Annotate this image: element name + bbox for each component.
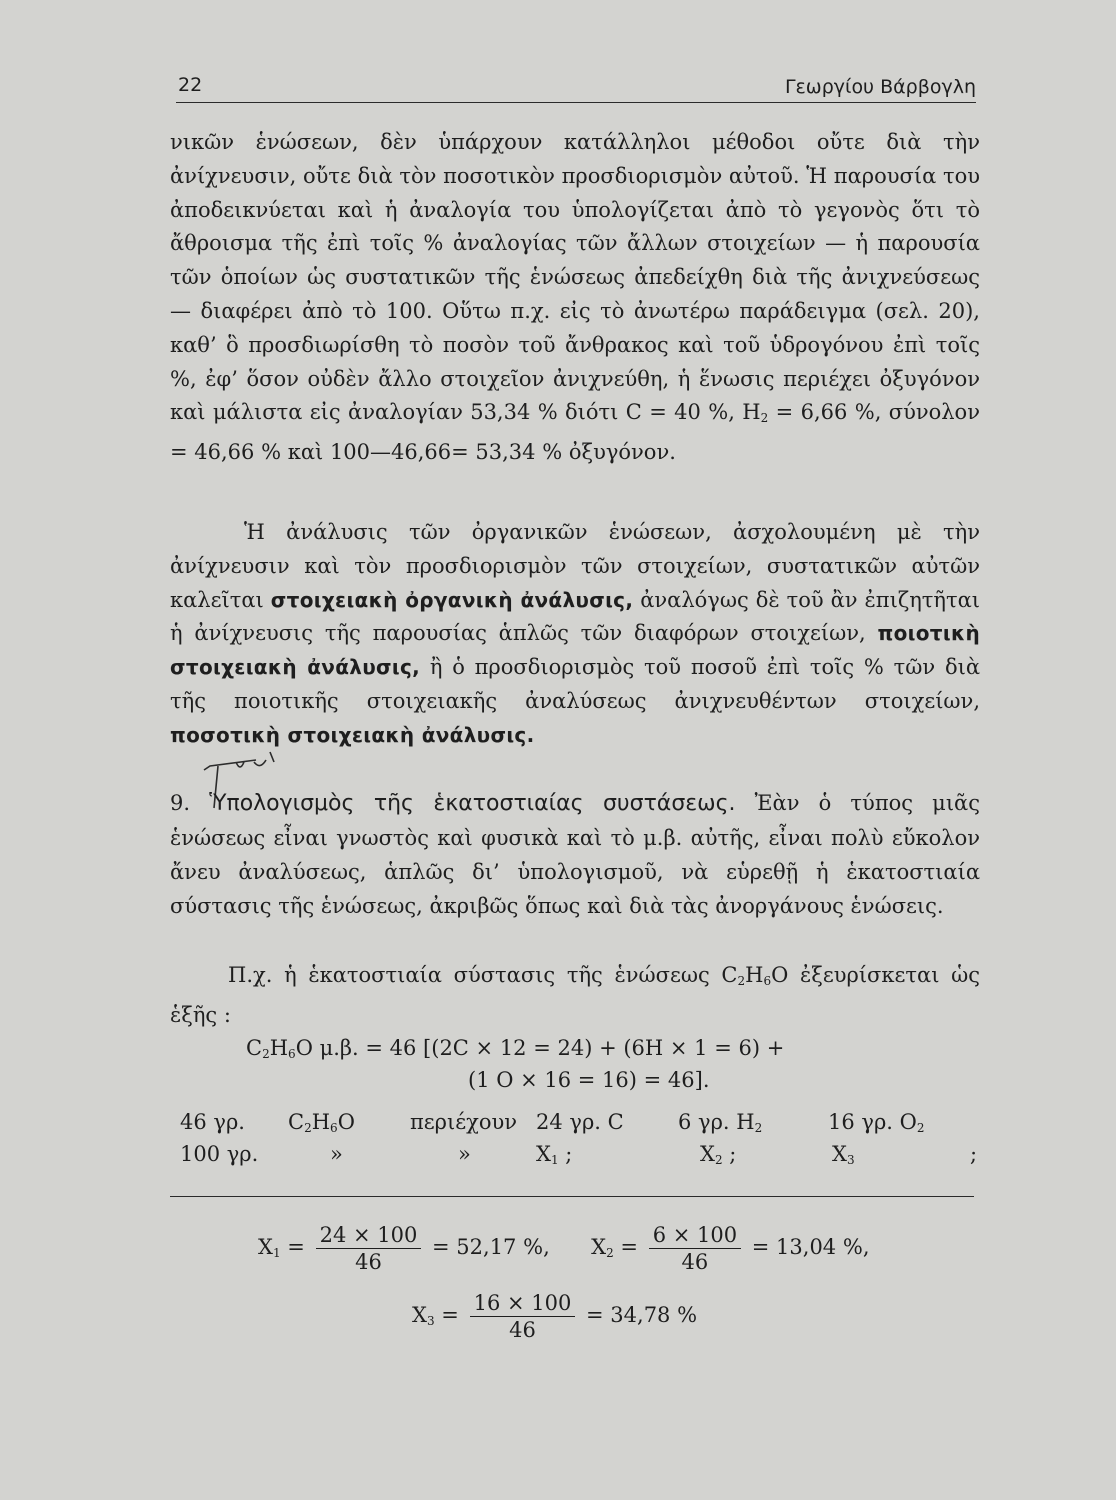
term-qualitative-analysis: ποιοτικὴ στοιχειακὴ ἀνάλυσις, <box>170 621 980 680</box>
running-title: Γεωργίου Βάρβογλη <box>784 76 976 98</box>
term-elemental-organic-analysis: στοιχειακὴ ὀργανικὴ ἀνάλυσις, <box>270 587 634 612</box>
fraction-x2: $\frac{6 \times 100}{46}$ <box>649 1222 741 1275</box>
term-quantitative-analysis: ποσοτικὴ στοιχειακὴ ἀνάλυσις. <box>170 722 535 747</box>
section-number: 9. <box>170 791 191 815</box>
molecular-weight-formula-cont: (1 O × 16 = 16) = 46]. <box>468 1068 710 1092</box>
paragraph-elemental-analysis: Ἡ ἀνάλυσις τῶν ὀργανικῶν ἑνώσεων, ἀσχολουμένη μὲ τὴν ἀνίχνευσιν καὶ τὸν προσδιορισμὸν τῶν στοιχείων, συστατικῶν αὐτῶν καλεῖται στοιχειακὴ ὀργανικὴ ἀνάλυσις, ἀναλόγως δὲ τοῦ ἂν ἐπιζητῆται ἡ ἀνίχνευσις τῆς παρουσίας ἁπλῶς τῶν διαφόρων στοιχείων, ποιοτικὴ στοιχειακὴ ἀνάλυσις, ἢ ὁ προσδιορισμὸς τοῦ ποσοῦ ἐπὶ τοῖς % τῶν διὰ τῆς ποιοτικῆς στοιχειακῆς ἀναλύσεως ἀνιχνευθέντων στοιχείων, ποσοτικὴ στοιχειακὴ ἀνάλυσις. <box>170 520 981 747</box>
section-9 <box>170 786 980 923</box>
results-line-2: $X_3$ = $\frac{16 \times 100}{46}$ = 34,78 % <box>412 1291 698 1342</box>
fraction-x1: $\frac{24 \times 100}{46}$ <box>316 1222 422 1275</box>
running-header <box>176 72 976 103</box>
section-heading: Ὑπολογισμὸς τῆς ἑκατοστιαίας συστάσεως. <box>209 791 736 816</box>
results-line-1: $X_1$ = $\frac{24 \times 100}{46}$ = 52,17 %, $X_2$ = $\frac{6 \times 100}{46}$ = 13,04 %, <box>258 1223 870 1274</box>
page-number: 22 <box>178 74 203 96</box>
paragraph-unmeasured-oxygen: νικῶν ἑνώσεων, δὲν ὑπάρχουν κατάλληλοι μέθοδοι οὔτε διὰ τὴν ἀνίχνευσιν, οὔτε διὰ τὸν ποσοτικὸν προσδιορισμὸν αὐτοῦ. Ἡ παρουσία του ἀποδεικνύεται καὶ ἡ ἀναλογία του ὑπολογίζεται ἀπὸ τὸ γεγονὸς ὅτι τὸ ἄθροισμα τῆς ἐπὶ τοῖς % ἀναλογίας τῶν ἄλλων στοιχείων — ἡ παρουσία τῶν ὁποίων ὡς συστατικῶν τῆς ἑνώσεως ἀπεδείχθη διὰ τῆς ἀνιχνεύσεως — διαφέρει ἀπὸ τὸ 100. Οὕτω π.χ. εἰς τὸ ἀνωτέρω παράδειγμα (σελ. 20), καθ’ ὃ προσδιωρίσθη τὸ ποσὸν τοῦ ἄνθρακος καὶ τοῦ ὑδρογόνου ἐπὶ τοῖς %, ἐφ’ ὅσον οὐδὲν ἄλλο στοιχεῖον ἀνιχνεύθη, ἡ ἕνωσις περιέχει ὀξυγόνον καὶ μάλιστα εἰς ἀναλογίαν 53,34 % διότι C = 40 %, $H_2 = 6,66$ %, σύνολον = 46,66 % καὶ 100—46,66= 53,34 % ὀξυγόνον. <box>170 130 980 465</box>
fraction-x3: $\frac{16 \times 100}{46}$ <box>470 1290 576 1343</box>
molecular-weight-formula: $C_2H_6O$ μ.β. = 46 [(2C × 12 = 24) + (6H × 1 = 6) + <box>246 1036 785 1061</box>
divider-rule <box>170 1196 974 1197</box>
section-body: Ἐὰν ὁ τύπος μιᾶς ἑνώσεως εἶναι γνωστὸς καὶ φυσικὰ καὶ τὸ μ.β. αὐτῆς, εἶναι πολὺ εὔκολον ἄνευ ἀναλύσεως, ἁπλῶς δι’ ὑπολογισμοῦ, νὰ εὑρεθῇ ἡ ἑκατοστιαία σύστασις τῆς ἑνώσεως, ἀκριβῶς ὅπως καὶ διὰ τὰς ἀνοργάνους ἑνώσεις. <box>170 791 980 918</box>
example-intro: Π.χ. ἡ ἑκατοστιαία σύστασις τῆς ἑνώσεως $C_2H_6O$ ἐξευρίσκεται ὡς ἑξῆς : <box>170 963 980 1027</box>
book-page: 22 Γεωργίου Βάρβογλη νικῶν ἑνώσεων, δὲν ὑπάρχουν κατάλληλοι μέθοδοι οὔτε διὰ τὴν ἀνίχνευσιν, οὔτε διὰ τὸν ποσοτικὸν προσδιορισμὸν αὐτοῦ. Ἡ παρουσία του ἀποδεικνύεται καὶ ἡ ἀναλογία του ὑπολογίζεται ἀπὸ τὸ γεγονὸς ὅτι τὸ ἄθροισμα τῆς ἐπὶ τοῖς % ἀναλογίας τῶν ἄλλων στοιχείων — ἡ παρουσία τῶν ὁποίων ὡς συστατικῶν τῆς ἑνώσεως ἀπεδείχθη διὰ τῆς ἀνιχνεύσεως — διαφέρει ἀπὸ τὸ 100. Οὕτω π.χ. εἰς τὸ ἀνωτέρω παράδειγμα (σελ. 20), καθ’ ὃ προσδιωρίσθη τὸ ποσὸν τοῦ ἄνθρακος καὶ τοῦ ὑδρογόνου ἐπὶ τοῖς %, ἐφ’ ὅσον οὐδὲν ἄλλο στοιχεῖον ἀνιχνεύθη, ἡ ἕνωσις περιέχει ὀξυγόνον καὶ μάλιστα εἰς ἀναλογίαν 53,34 % διότι C = 40 %, $H_2 = 6,66$ %, σύνολον = 46,66 % καὶ 100—46,66= 53,34 % ὀξυγόνον. Ἡ ἀνάλυσις τῶν ὀργανικῶν ἑνώσεων, ἀσχολουμένη μὲ τὴν ἀνίχνευσιν καὶ τὸν προσδιορισμὸν τῶν στοιχείων, συστατικῶν αὐτῶν καλεῖται στοιχειακὴ ὀργανικὴ ἀνάλυσις, ἀναλόγως δὲ τοῦ ἂν ἐπιζητῆται ἡ ἀνίχνευσις τῆς παρουσίας ἁπλῶς τῶν διαφόρων στοιχείων, ποιοτικὴ στοιχειακὴ ἀνάλυσις, ἢ ὁ προσδιορισμὸς τοῦ ποσοῦ ἐπὶ τοῖς % τῶν διὰ τῆς ποιοτικῆς στοιχειακῆς ἀναλύσεως ἀνιχνευθέντων στοιχείων, ποσοτικὴ στοιχειακὴ ἀνάλυσις. 9. Ὑπολογισμὸς τῆς ἑκατοστιαίας συστάσεως. Ἐὰν ὁ τύπος μιᾶς ἑνώσεως εἶναι γνωστὸς καὶ φυσικὰ καὶ τὸ μ.β. αὐτῆς, εἶναι πολὺ εὔκολον ἄνευ ἀναλύσεως, ἁπλῶς δι’ ὑπολογισμοῦ, νὰ εὑρεθῇ ἡ ἑκατοστιαία σύστασις τῆς ἑνώσεως, ἀκριβῶς ὅπως καὶ διὰ τὰς ἀνοργάνους ἑνώσεις. Π.χ. ἡ ἑκατοστιαία σύστασις τῆς ἑνώσεως $C_2H_6O$ ἐξευρίσκεται ὡς ἑξῆς : $C_2H_6O$ μ.β. = 46 [(2C × 12 = 24) + (6H × 1 = 6) + (1 O × 16 = 16) = 46]. 46 γρ. $C_2H_6O$ περιέχουν 24 γρ. C 6 γρ. $H_2$ 16 γρ. $O_2$ 100 γρ. » » $X_1$ ; $X_2$ ; $X_3$ ; $X_1$ = $\frac{24 \times 100}{46}$ = 52,17 %, $X_2$ = $\frac{6 \times 100}{46}$ = 13,04 %, $X_3$ = $\frac{16 \times 100}{46}$ = 34,78 % <box>0 0 1116 1500</box>
